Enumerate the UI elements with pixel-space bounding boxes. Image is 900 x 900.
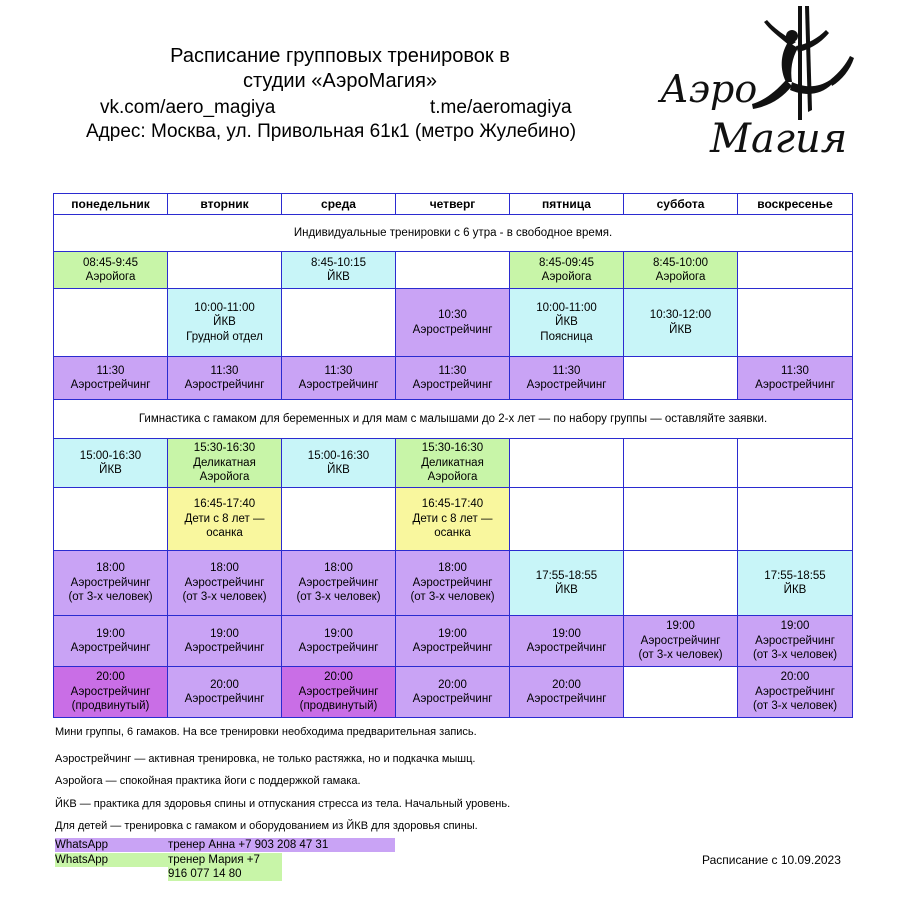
class-name: Аэрострейчинг: [412, 642, 493, 654]
class-name: Аэрострейчинг: [70, 379, 151, 391]
legend-note: Для детей — тренировка с гамаком и оборудованием из ЙКВ для здоровья спины.: [55, 820, 478, 832]
class-time: 19:00: [438, 627, 467, 640]
empty-slot: [396, 252, 510, 289]
day-header: понедельник: [54, 194, 168, 215]
class-name: ЙКВ: [669, 323, 692, 336]
class-name: осанка: [206, 527, 243, 540]
class-name: Аэройога: [427, 471, 478, 484]
class-slot: [396, 289, 510, 357]
class-time: 18:00: [438, 562, 467, 575]
class-slot: [396, 488, 510, 551]
class-name: (от 3-х человек): [410, 591, 495, 604]
day-header: вторник: [168, 194, 282, 215]
class-time: 19:00: [780, 620, 810, 633]
legend-note: Аэройога — спокойная практика йоги с поддержкой гамака.: [55, 775, 361, 787]
empty-slot: [738, 439, 853, 488]
class-time: 19:00: [210, 627, 239, 640]
class-slot: [54, 252, 168, 289]
schedule-row: [54, 551, 853, 616]
class-slot: [168, 289, 282, 357]
class-time: 08:45-9:45: [83, 256, 138, 269]
class-slot: [54, 439, 168, 488]
class-time: 20:00: [96, 671, 125, 684]
class-time: 19:00: [324, 627, 353, 640]
schedule-date: Расписание с 10.09.2023: [702, 853, 841, 867]
class-time: 17:55-18:55: [535, 569, 598, 582]
class-name: Деликатная: [421, 456, 484, 469]
day-header: суббота: [624, 194, 738, 215]
class-time: 20:00: [324, 671, 353, 684]
day-header: пятница: [510, 194, 624, 215]
class-name: Аэрострейчинг: [755, 634, 835, 647]
class-name: Аэройога: [85, 271, 136, 283]
class-time: 10:00-11:00: [194, 301, 255, 314]
class-time: 8:45-10:00: [653, 256, 708, 269]
whatsapp-label[interactable]: WhatsApp: [55, 853, 168, 867]
class-name: Аэрострейчинг: [412, 323, 493, 336]
empty-slot: [282, 289, 396, 357]
trainer-contact[interactable]: тренер Анна +7 903 208 47 31: [168, 838, 395, 852]
class-name: Аэрострейчинг: [298, 642, 379, 654]
class-time: 18:00: [210, 562, 239, 575]
class-slot: [54, 667, 168, 718]
class-slot: [168, 439, 282, 488]
empty-slot: [624, 667, 738, 718]
day-header: воскресенье: [738, 194, 853, 215]
empty-slot: [510, 439, 624, 488]
class-name: Аэрострейчинг: [526, 379, 607, 391]
class-slot: [168, 667, 282, 718]
class-time: 20:00: [210, 678, 239, 691]
vk-link[interactable]: vk.com/aero_magiya: [100, 97, 276, 118]
studio-logo: [640, 0, 880, 170]
class-name: Аэрострейчинг: [526, 693, 607, 705]
class-slot: [168, 357, 282, 400]
class-time: 19:00: [96, 627, 125, 640]
class-name: (от 3-х человек): [752, 700, 838, 713]
class-time: 20:00: [780, 671, 810, 684]
class-slot: [282, 252, 396, 289]
empty-slot: [624, 488, 738, 551]
class-slot: [624, 252, 738, 289]
class-slot: [738, 616, 853, 667]
banner-row: [54, 400, 853, 439]
class-name: Аэройога: [199, 471, 250, 484]
class-slot: [168, 616, 282, 667]
class-time: 17:55-18:55: [764, 569, 826, 582]
class-time: 8:45-09:45: [539, 256, 594, 269]
class-slot: [738, 357, 853, 400]
class-time: 19:00: [552, 627, 581, 640]
class-time: 16:45-17:40: [421, 498, 484, 511]
class-name: (от 3-х человек): [638, 649, 723, 662]
class-slot: [168, 551, 282, 616]
class-time: 11:30: [552, 364, 581, 377]
class-slot: [282, 439, 396, 488]
trainer-contact[interactable]: тренер Мария +7 916 077 14 80: [168, 853, 282, 881]
class-name: Аэрострейчинг: [412, 693, 493, 705]
empty-slot: [624, 439, 738, 488]
title-line-2: студии «АэроМагия»: [242, 70, 438, 92]
class-name: Аэрострейчинг: [184, 693, 265, 705]
class-slot: [168, 488, 282, 551]
class-slot: [54, 551, 168, 616]
class-time: 11:30: [210, 364, 239, 377]
class-slot: [396, 551, 510, 616]
class-name: Аэрострейчинг: [412, 576, 493, 589]
class-name: Аэрострейчинг: [412, 379, 493, 391]
class-name: Аэрострейчинг: [298, 576, 379, 589]
class-time: 11:30: [438, 364, 467, 377]
class-slot: [510, 289, 624, 357]
class-time: 8:45-10:15: [311, 256, 366, 269]
legend-note: Мини группы, 6 гамаков. На все тренировки необходима предварительная запись.: [55, 726, 477, 738]
class-name: Аэрострейчинг: [298, 379, 379, 391]
class-time: 15:00-16:30: [79, 449, 142, 462]
class-name: Аэрострейчинг: [70, 685, 151, 698]
class-name: Аэрострейчинг: [184, 642, 265, 654]
schedule-row: [54, 357, 853, 400]
empty-slot: [738, 289, 853, 357]
empty-slot: [168, 252, 282, 289]
class-name: Аэрострейчинг: [184, 576, 265, 589]
schedule-table: [53, 193, 853, 718]
class-name: Аэрострейчинг: [298, 685, 379, 698]
class-name: Аэрострейчинг: [70, 576, 151, 589]
title-line-1: Расписание групповых тренировок в: [170, 45, 510, 67]
class-name: ЙКВ: [783, 584, 807, 596]
class-name: ЙКВ: [213, 316, 236, 329]
class-time: 18:00: [324, 562, 353, 575]
empty-slot: [624, 357, 738, 400]
class-name: (продвинутый): [299, 700, 378, 713]
class-time: 20:00: [552, 678, 581, 691]
class-name: ЙКВ: [327, 271, 350, 283]
class-slot: [54, 616, 168, 667]
day-header: четверг: [396, 194, 510, 215]
empty-slot: [510, 488, 624, 551]
banner-row: [54, 215, 853, 252]
class-slot: [738, 551, 853, 616]
class-time: 10:30: [438, 309, 467, 321]
class-name: ЙКВ: [555, 316, 578, 329]
class-slot: [396, 439, 510, 488]
schedule-row: [54, 252, 853, 289]
class-name: Аэрострейчинг: [755, 379, 835, 391]
days-header-row: [54, 194, 853, 215]
class-slot: [282, 357, 396, 400]
class-name: Поясница: [540, 330, 593, 343]
day-header: среда: [282, 194, 396, 215]
class-name: Аэройога: [541, 271, 592, 283]
class-time: 11:30: [324, 364, 353, 377]
class-name: (от 3-х человек): [296, 591, 381, 604]
schedule-row: [54, 488, 853, 551]
logo-word-2: Магия: [710, 116, 848, 162]
class-time: 15:00-16:30: [307, 449, 370, 462]
logo-word-1: Аэро: [660, 67, 758, 111]
class-name: Дети с 8 лет —: [184, 512, 265, 525]
empty-slot: [624, 551, 738, 616]
class-slot: [396, 357, 510, 400]
schedule-row: [54, 439, 853, 488]
class-slot: [510, 616, 624, 667]
empty-slot: [54, 488, 168, 551]
legend-note: Аэрострейчинг — активная тренировка, не только растяжка, но и подкачка мышц.: [55, 753, 476, 765]
telegram-link[interactable]: t.me/aeromagiya: [430, 97, 572, 118]
class-slot: [282, 667, 396, 718]
class-slot: [510, 551, 624, 616]
schedule-row: [54, 616, 853, 667]
class-name: Деликатная: [193, 456, 256, 469]
class-name: (от 3-х человек): [68, 591, 153, 604]
class-time: 11:30: [96, 364, 125, 377]
class-slot: [396, 616, 510, 667]
class-slot: [510, 357, 624, 400]
class-name: Аэройога: [655, 271, 706, 283]
class-time: 20:00: [438, 678, 467, 691]
class-slot: [624, 616, 738, 667]
banner-text: Гимнастика с гамаком для беременных и для мам с малышами до 2-х лет — по набору группы — оставляйте заявки.: [54, 400, 853, 439]
class-slot: [510, 667, 624, 718]
class-slot: [510, 252, 624, 289]
class-name: осанка: [434, 527, 471, 540]
class-time: 19:00: [666, 620, 695, 633]
class-name: (продвинутый): [71, 700, 150, 713]
class-name: Грудной отдел: [186, 330, 263, 343]
address: Адрес: Москва, ул. Привольная 61к1 (метро Жулебино): [86, 121, 577, 142]
class-time: 16:45-17:40: [193, 498, 256, 511]
class-name: Аэрострейчинг: [640, 634, 721, 647]
class-time: 15:30-16:30: [193, 442, 256, 455]
schedule-row: [54, 667, 853, 718]
class-name: (от 3-х человек): [182, 591, 267, 604]
class-slot: [54, 357, 168, 400]
class-name: ЙКВ: [327, 464, 350, 476]
empty-slot: [282, 488, 396, 551]
empty-slot: [54, 289, 168, 357]
empty-slot: [738, 252, 853, 289]
legend-note: ЙКВ — практика для здоровья спины и отпускания стресса из тела. Начальный уровень.: [55, 798, 511, 810]
schedule-row: [54, 289, 853, 357]
class-time: 10:30-12:00: [649, 309, 712, 321]
class-slot: [396, 667, 510, 718]
empty-slot: [738, 488, 853, 551]
class-name: Дети с 8 лет —: [412, 512, 493, 525]
class-slot: [738, 667, 853, 718]
class-name: Аэрострейчинг: [70, 642, 151, 654]
banner-text: Индивидуальные тренировки с 6 утра - в свободное время.: [54, 215, 853, 252]
class-slot: [282, 551, 396, 616]
class-time: 10:00-11:00: [536, 301, 597, 314]
class-name: ЙКВ: [99, 464, 122, 476]
class-name: ЙКВ: [555, 584, 578, 596]
class-slot: [624, 289, 738, 357]
class-name: Аэрострейчинг: [184, 379, 265, 391]
class-time: 15:30-16:30: [421, 442, 484, 455]
class-name: Аэрострейчинг: [755, 685, 835, 698]
whatsapp-label[interactable]: WhatsApp: [55, 838, 168, 852]
class-name: Аэрострейчинг: [526, 642, 607, 654]
aerial-dancer-icon: [752, 6, 854, 120]
class-slot: [282, 616, 396, 667]
class-time: 18:00: [96, 562, 125, 575]
class-name: (от 3-х человек): [752, 649, 838, 662]
class-time: 11:30: [781, 364, 809, 377]
